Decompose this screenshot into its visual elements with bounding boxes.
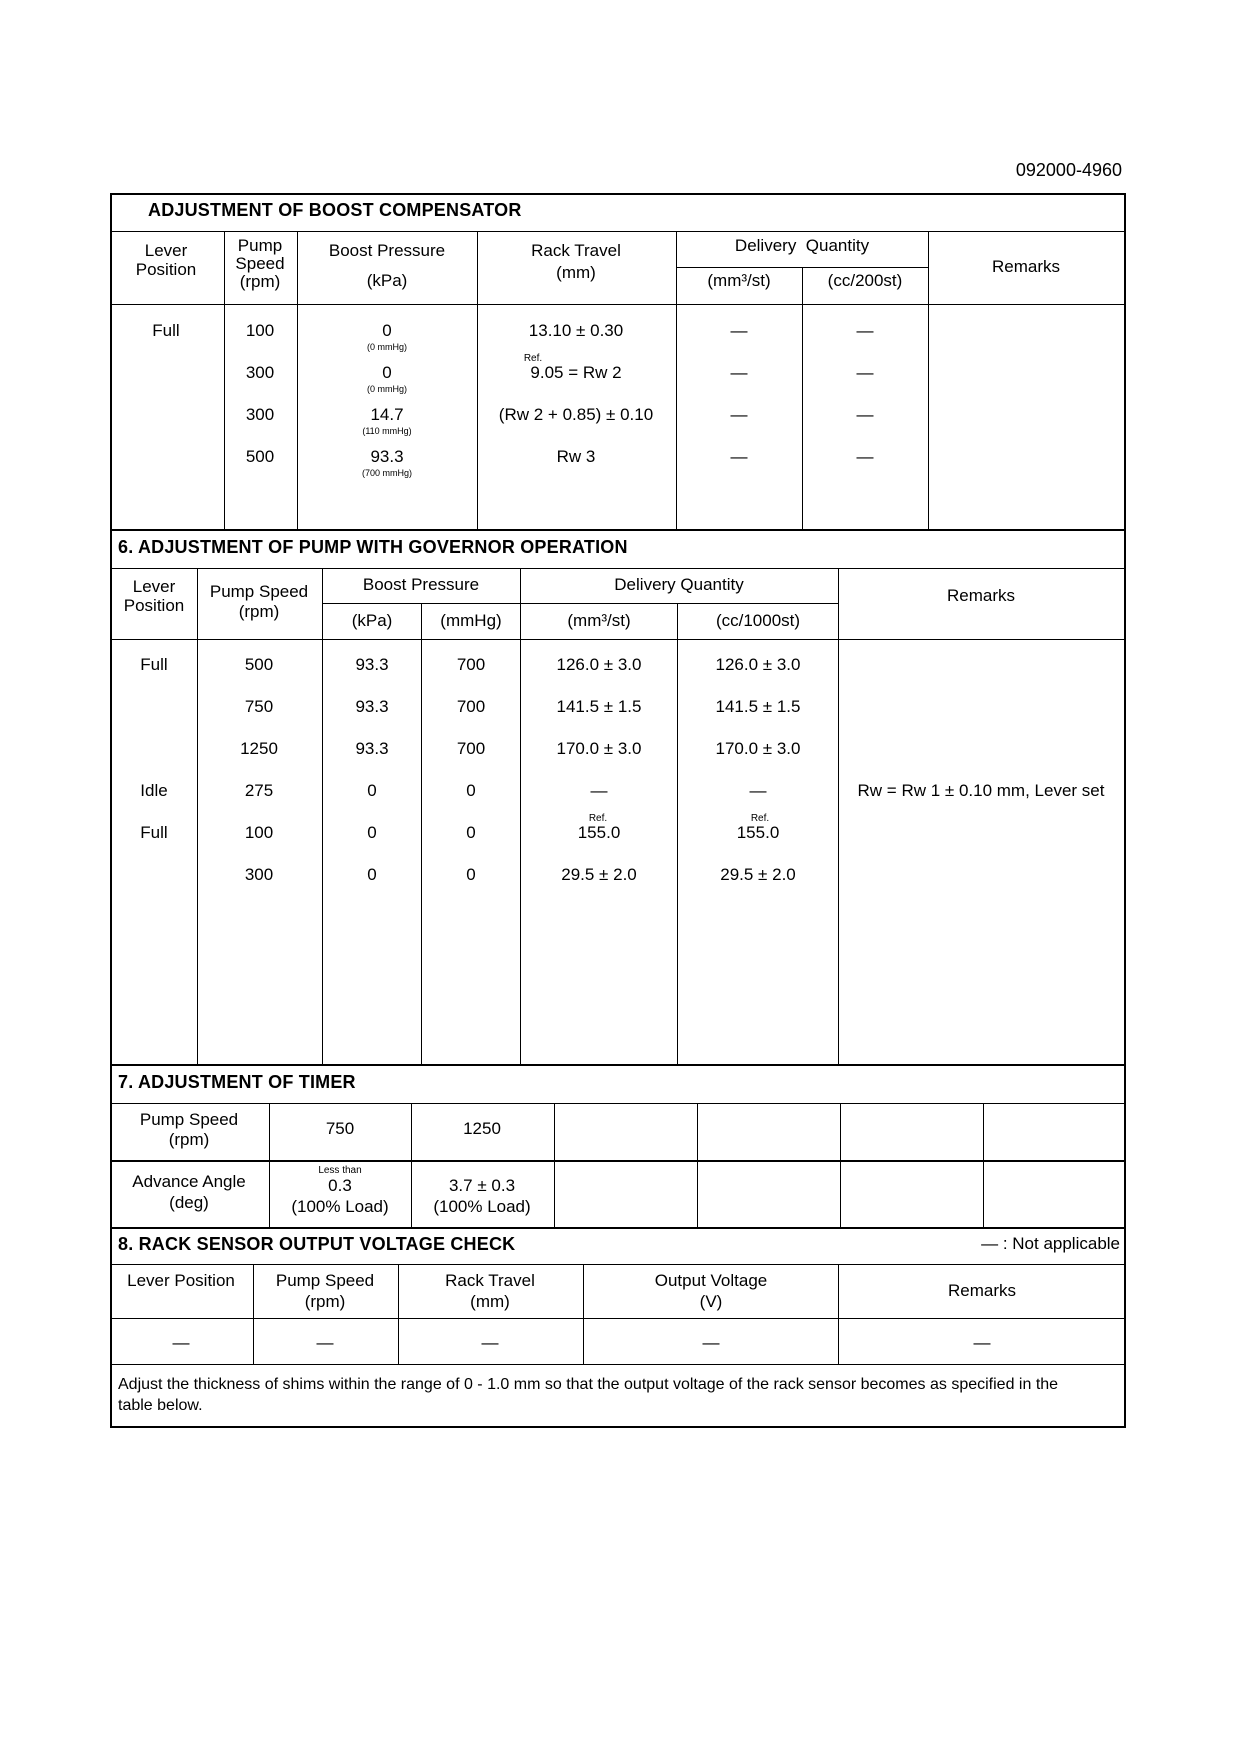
column-line (838, 1264, 839, 1364)
header-speed: Speed (235, 254, 285, 273)
cell-mmhg: 700 (456, 697, 486, 716)
cell-qty-b: — (856, 363, 874, 382)
cell-speed: 300 (245, 405, 275, 424)
header-pump-speed: Pump Speed (275, 1271, 375, 1290)
cell-qty-a: — (730, 447, 748, 466)
cell-qty-a: — (730, 363, 748, 382)
cell-speed: 300 (245, 363, 275, 382)
cell-mmhg: 0 (466, 865, 476, 884)
cell-kpa: 0 (367, 865, 377, 884)
cell-remarks: — (973, 1333, 991, 1352)
header-rack-travel: Rack Travel (445, 1271, 535, 1290)
cell-lever: Full (140, 823, 168, 842)
header-lever-position: Lever Position (135, 241, 197, 279)
divider (111, 1103, 1125, 1104)
cell-qty-b: — (856, 447, 874, 466)
header-volt: (V) (699, 1292, 723, 1311)
header-output-voltage: Output Voltage (654, 1271, 768, 1290)
cell-speed: 100 (244, 823, 274, 842)
column-line (269, 1103, 270, 1227)
boost-section-title: ADJUSTMENT OF BOOST COMPENSATOR (148, 200, 522, 220)
header-kpa: (kPa) (351, 611, 393, 630)
ref-note: Ref. (588, 813, 608, 824)
header-delivery-quantity: Delivery Quantity (734, 236, 870, 255)
column-line (224, 231, 225, 529)
cell-lever: Full (152, 321, 180, 340)
column-line (583, 1264, 584, 1364)
column-line (297, 231, 298, 529)
document-number: 092000-4960 (1015, 160, 1122, 180)
cell-qty-b: — (749, 781, 767, 800)
rack-sensor-section-title: 8. RACK SENSOR OUTPUT VOLTAGE CHECK (118, 1234, 516, 1254)
cell-qty-a: 29.5 ± 2.0 (561, 865, 637, 884)
cell-kpa: 0 (367, 781, 377, 800)
cell-qty-a: 155.0 (577, 823, 621, 842)
cell-rack-travel: (Rw 2 + 0.85) ± 0.10 (498, 405, 654, 424)
divider (111, 231, 1125, 232)
timer-load-750: (100% Load) (291, 1197, 389, 1216)
header-lever-position: Lever Position (123, 577, 185, 615)
cell-kpa: 0 (367, 823, 377, 842)
cell-qty-a: — (730, 321, 748, 340)
cell-rack-travel: 9.05 = Rw 2 (530, 363, 622, 382)
timer-load-1250: (100% Load) (433, 1197, 531, 1216)
divider (111, 1318, 1125, 1319)
cell-pressure: 0 (0 mmHg) (367, 363, 407, 394)
header-mmhg: (mmHg) (440, 611, 502, 630)
column-line (411, 1103, 412, 1227)
header-cc-1000st: (cc/1000st) (715, 611, 801, 630)
cell-speed: 100 (245, 321, 275, 340)
section-divider (111, 529, 1125, 531)
cell-qty-a: 170.0 ± 3.0 (556, 739, 642, 758)
cell-pressure: 14.7 (110 mmHg) (362, 405, 412, 436)
cell-pressure: 93.3 (700 mmHg) (361, 447, 413, 478)
cell-speed: — (316, 1333, 334, 1352)
header-remarks: Remarks (946, 586, 1016, 605)
governor-section-title: 6. ADJUSTMENT OF PUMP WITH GOVERNOR OPERATION (118, 537, 628, 557)
header-lever-position: Lever Position (127, 1271, 235, 1290)
timer-speed-750: 750 (325, 1119, 355, 1138)
divider (111, 1160, 1125, 1162)
column-line (676, 231, 677, 529)
divider (111, 304, 1125, 305)
cell-speed: 275 (244, 781, 274, 800)
column-line (322, 568, 323, 1064)
ref-note: Ref. (523, 353, 543, 364)
cell-kpa: 93.3 (355, 697, 389, 716)
cell-qty-b: 29.5 ± 2.0 (720, 865, 796, 884)
header-delivery-quantity: Delivery Quantity (614, 575, 744, 594)
column-line (197, 568, 198, 1064)
header-kpa: (kPa) (366, 271, 408, 290)
column-line (421, 603, 422, 1064)
cell-qty-b: 141.5 ± 1.5 (715, 697, 801, 716)
cell-rack-travel: 13.10 ± 0.30 (528, 321, 624, 340)
header-mm: (mm) (470, 1292, 510, 1311)
shim-adjustment-note: Adjust the thickness of shims within the range of 0 - 1.0 mm so that the output voltage of the rack sensor becomes as specified in the table below. (118, 1376, 1059, 1414)
header-rack-travel: Rack Travel (531, 241, 621, 260)
column-line (477, 231, 478, 529)
cell-remark: Rw = Rw 1 ± 0.10 mm, Lever set (857, 781, 1105, 800)
cell-mmhg: 0 (466, 823, 476, 842)
column-line (983, 1103, 984, 1227)
column-line (838, 568, 839, 1064)
header-rpm: (rpm) (239, 272, 281, 291)
column-line (520, 568, 521, 1064)
cell-qty-b: 126.0 ± 3.0 (715, 655, 801, 674)
divider (111, 1364, 1125, 1365)
header-boost-pressure: Boost Pressure (362, 575, 480, 594)
cell-qty-a: — (590, 781, 608, 800)
header-remarks: Remarks (991, 257, 1061, 276)
column-line (253, 1264, 254, 1364)
less-than-note: Less than (318, 1165, 362, 1176)
ref-note: Ref. (750, 813, 770, 824)
cell-qty-a: 126.0 ± 3.0 (556, 655, 642, 674)
column-line (928, 231, 929, 529)
cell-qty-b: 155.0 (736, 823, 780, 842)
header-mm3-st: (mm³/st) (707, 271, 771, 290)
cell-qty-a: 141.5 ± 1.5 (556, 697, 642, 716)
cell-qty-b: — (856, 405, 874, 424)
header-pump: Pump (237, 236, 283, 255)
cell-lever: Idle (140, 781, 168, 800)
cell-lever: — (172, 1333, 190, 1352)
row-label-advance-angle: Advance Angle (132, 1172, 246, 1191)
column-line (554, 1103, 555, 1227)
cell-kpa: 93.3 (355, 739, 389, 758)
cell-qty-b: — (856, 321, 874, 340)
cell-speed: 300 (244, 865, 274, 884)
divider (111, 568, 1125, 569)
section-divider (111, 1227, 1125, 1229)
cell-rack-travel: Rw 3 (556, 447, 596, 466)
timer-section-title: 7. ADJUSTMENT OF TIMER (118, 1072, 356, 1092)
cell-qty-b: 170.0 ± 3.0 (715, 739, 801, 758)
cell-mmhg: 700 (456, 655, 486, 674)
column-line (840, 1103, 841, 1227)
cell-voltage: — (702, 1333, 720, 1352)
cell-speed: 1250 (240, 739, 278, 758)
cell-mmhg: 0 (466, 781, 476, 800)
header-cc-200st: (cc/200st) (827, 271, 903, 290)
timer-angle-1250: 3.7 ± 0.3 (448, 1176, 516, 1195)
header-pump-speed: Pump Speed (209, 582, 309, 601)
not-applicable-legend: — : Not applicable (981, 1234, 1120, 1253)
timer-speed-1250: 1250 (463, 1119, 501, 1138)
section-divider (111, 1064, 1125, 1066)
cell-pressure: 0 (0 mmHg) (367, 321, 407, 352)
cell-lever: Full (140, 655, 168, 674)
divider (111, 639, 1125, 640)
header-remarks: Remarks (947, 1281, 1017, 1300)
timer-angle-750: 0.3 (328, 1176, 352, 1195)
header-rpm: (rpm) (238, 602, 280, 621)
row-label-rpm: (rpm) (168, 1130, 210, 1149)
cell-speed: 500 (245, 447, 275, 466)
cell-speed: 750 (244, 697, 274, 716)
cell-mmhg: 700 (456, 739, 486, 758)
cell-qty-a: — (730, 405, 748, 424)
divider (111, 1264, 1125, 1265)
divider (322, 603, 839, 604)
cell-kpa: 93.3 (355, 655, 389, 674)
header-mm: (mm) (556, 263, 596, 282)
column-line (697, 1103, 698, 1227)
header-boost-pressure: Boost Pressure (328, 241, 446, 260)
column-line (802, 267, 803, 529)
cell-rack-travel: — (481, 1333, 499, 1352)
row-label-pump-speed: Pump Speed (139, 1110, 239, 1129)
header-rpm: (rpm) (304, 1292, 346, 1311)
cell-speed: 500 (244, 655, 274, 674)
row-label-deg: (deg) (169, 1193, 209, 1212)
column-line (398, 1264, 399, 1364)
header-mm3-st: (mm³/st) (567, 611, 631, 630)
column-line (677, 603, 678, 1064)
